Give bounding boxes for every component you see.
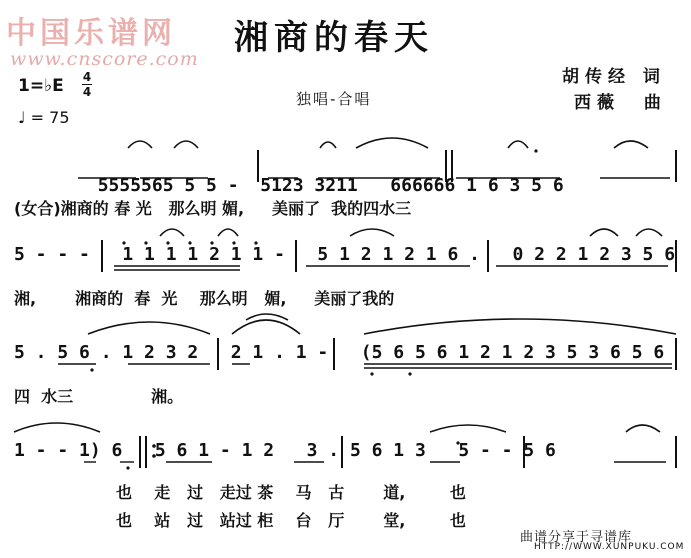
slur-arc <box>636 229 662 236</box>
slur-arc <box>508 141 528 148</box>
score-line-4-notes: 1 - - 1) 6 5 6 1 - 1 2 3 . 5 6 1 3 5 - - 5 6 <box>14 440 556 461</box>
score-line-4-lyrics-verse-2: 也 站 过 站过 柜 台 厅 堂, 也 <box>116 511 466 530</box>
composer-name: 西薇 <box>574 93 620 113</box>
slur-arc <box>246 314 288 320</box>
quarter-note-icon: ♩ <box>18 108 26 127</box>
slur-arc <box>320 142 336 148</box>
slur-arc <box>218 229 238 236</box>
composer-role: 曲 <box>643 93 667 113</box>
slur-arc <box>614 141 648 148</box>
score-line-2-notes: 5 - - - 1 1 1 1 2 1 1 - 5 1 2 1 2 1 6 . 0 2 2 1 2 3 5 6 <box>14 244 676 265</box>
lyricist-name: 胡传经 <box>562 67 631 87</box>
footer-caption: 曲谱分享于寻谱库 <box>520 530 633 545</box>
watermark-url: www.cnscore.com <box>10 48 199 70</box>
time-signature-bottom: 4 <box>82 85 92 99</box>
footer-url[interactable]: HTTP://WWW.XUNPUKU.COM <box>534 542 685 552</box>
score-line-1-notes <box>76 154 564 196</box>
slur-arc <box>128 141 152 148</box>
slur-arc <box>160 229 184 236</box>
tempo-value: = 75 <box>30 108 70 127</box>
score-line-3-notes: 5 . 5 6 . 1 2 3 2 2 1 . 1 - (5 6 5 6 1 2 1 2 3 5 3 6 5 6 <box>14 342 665 363</box>
slur-arc <box>626 425 660 432</box>
song-title: 湘商的春天 <box>234 18 434 58</box>
score-line-4-lyrics-verse-1: 也 走 过 走过 茶 马 古 道, 也 <box>116 483 466 502</box>
watermark-site-name: 中国乐谱网 <box>6 16 176 51</box>
score-line-3-lyrics: 四 水三 湘。 <box>14 387 184 406</box>
notes-measure-group: 5555565 5 5 - 5123 3211 666666 1 6 3 5 6 <box>97 175 564 196</box>
slur-arc <box>350 229 394 236</box>
score-line-1-lyrics: (女合)湘商的 春 光 那么明 媚, 美丽了 我的四水三 <box>14 199 412 218</box>
slur-arc <box>14 423 100 432</box>
key-signature: 1=♭E <box>18 76 64 96</box>
performance-style: 独唱-合唱 <box>296 90 372 108</box>
time-signature-top: 4 <box>82 70 92 84</box>
slur-arc <box>174 141 198 148</box>
slur-arc <box>88 322 210 334</box>
slur-arc <box>356 138 428 148</box>
slur-arc <box>232 320 300 334</box>
slur-arc <box>364 319 676 334</box>
lyricist-role: 词 <box>642 67 666 87</box>
slur-arc <box>430 425 506 432</box>
score-line-2-lyrics: 湘, 湘商的 春 光 那么明 媚, 美丽了我的 <box>14 289 395 308</box>
slur-arc <box>590 229 618 236</box>
